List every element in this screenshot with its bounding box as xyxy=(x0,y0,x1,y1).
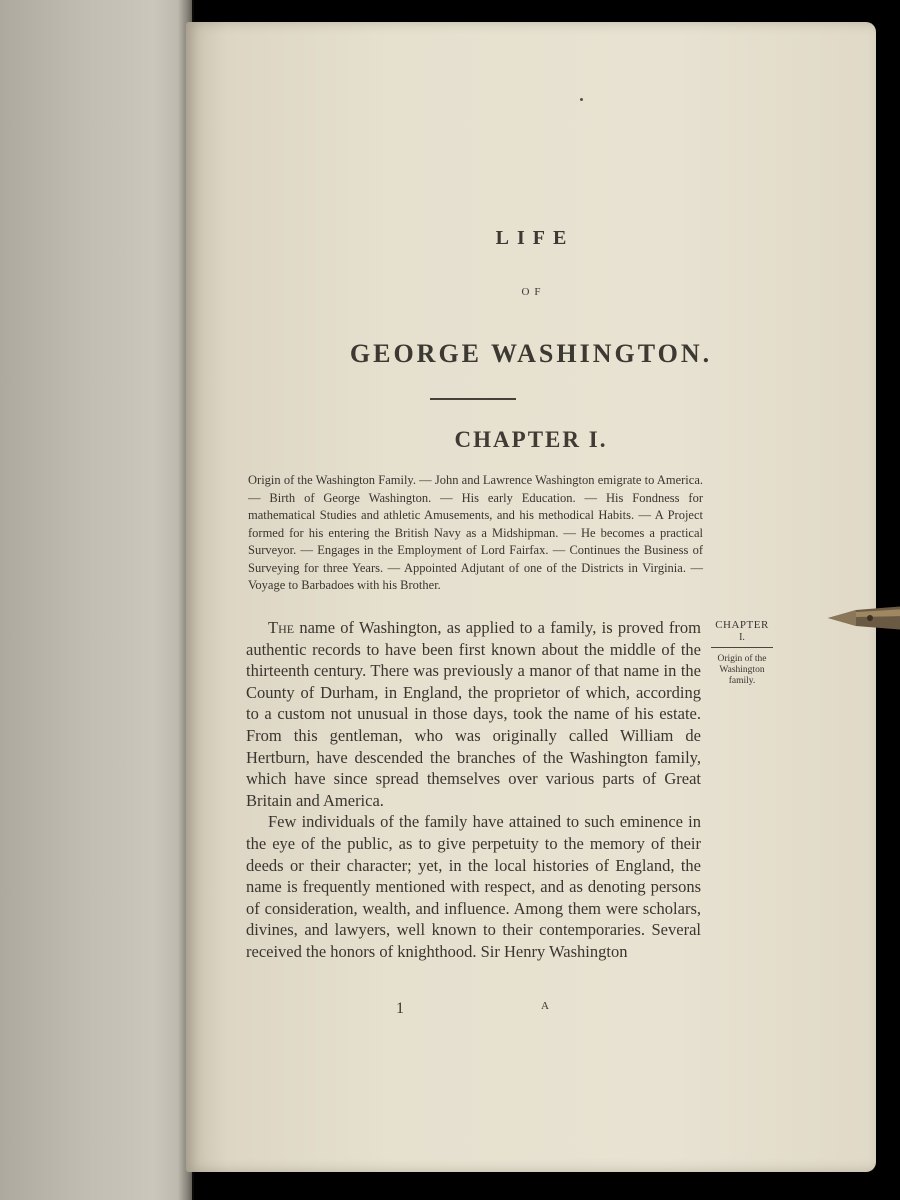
paragraph-1 xyxy=(246,617,701,811)
page-number: 1 xyxy=(396,1000,404,1017)
margin-note-chapter: CHAPTER xyxy=(715,619,769,631)
title-line-name: GEORGE WASHINGTON. xyxy=(349,339,713,368)
margin-note-rule xyxy=(711,647,773,648)
margin-note xyxy=(710,619,774,687)
title-line-life: LIFE xyxy=(495,227,575,249)
chapter-heading: CHAPTER I. xyxy=(454,427,608,452)
margin-note-number: I. xyxy=(739,632,745,643)
paragraph-1-text: name of Washington, as applied to a family, is proved from authentic records to have been first known about the middle of the thirteenth century. There was previously a manor of that name in the County of Durham, in England, the proprietor of which, according to a custom not unusual in those days, took the name of his estate. From this gentleman, who was originally called William de Hertburn, have descended the branches of the Washington family, which have since spread themselves over various parts of Great Britain and America. xyxy=(246,618,701,810)
book-page xyxy=(186,22,876,1172)
signature-mark: A xyxy=(541,1000,549,1012)
margin-note-text: Origin of the Washington family. xyxy=(717,654,767,686)
left-page-edge xyxy=(0,0,192,1200)
opening-word: The xyxy=(268,618,295,637)
paragraph-2: Few individuals of the family have attained to such eminence in the eye of the public, as to give perpetuity to the memory of their deeds or their character; yet, in the local histories of England, the name is frequently mentioned with respect, and as denoting persons of consideration, wealth, and influence. Among them were scholars, divines, and lawyers, well known to their contemporaries. Several received the honors of knighthood. Sir Henry Washington xyxy=(246,812,701,961)
body-text xyxy=(246,617,701,963)
title-rule xyxy=(430,398,516,400)
pointer-stick-icon xyxy=(826,598,900,638)
title-line-of: OF xyxy=(521,286,546,298)
paper-speck xyxy=(580,98,583,101)
chapter-synopsis: Origin of the Washington Family. — John and Lawrence Washington emigrate to America. — Birth of George Washington. — His early Education. — His Fondness for mathematical Studies and athletic Amusements, and his methodical Habits. — A Project formed for his entering the British Navy as a Midshipman. — He becomes a practical Surveyor. — Engages in the Employment of Lord Fairfax. — Continues the Business of Surveying for three Years. — Appointed Adjutant of one of the Districts in Virginia. — Voyage to Barbadoes with his Brother. xyxy=(248,473,703,592)
